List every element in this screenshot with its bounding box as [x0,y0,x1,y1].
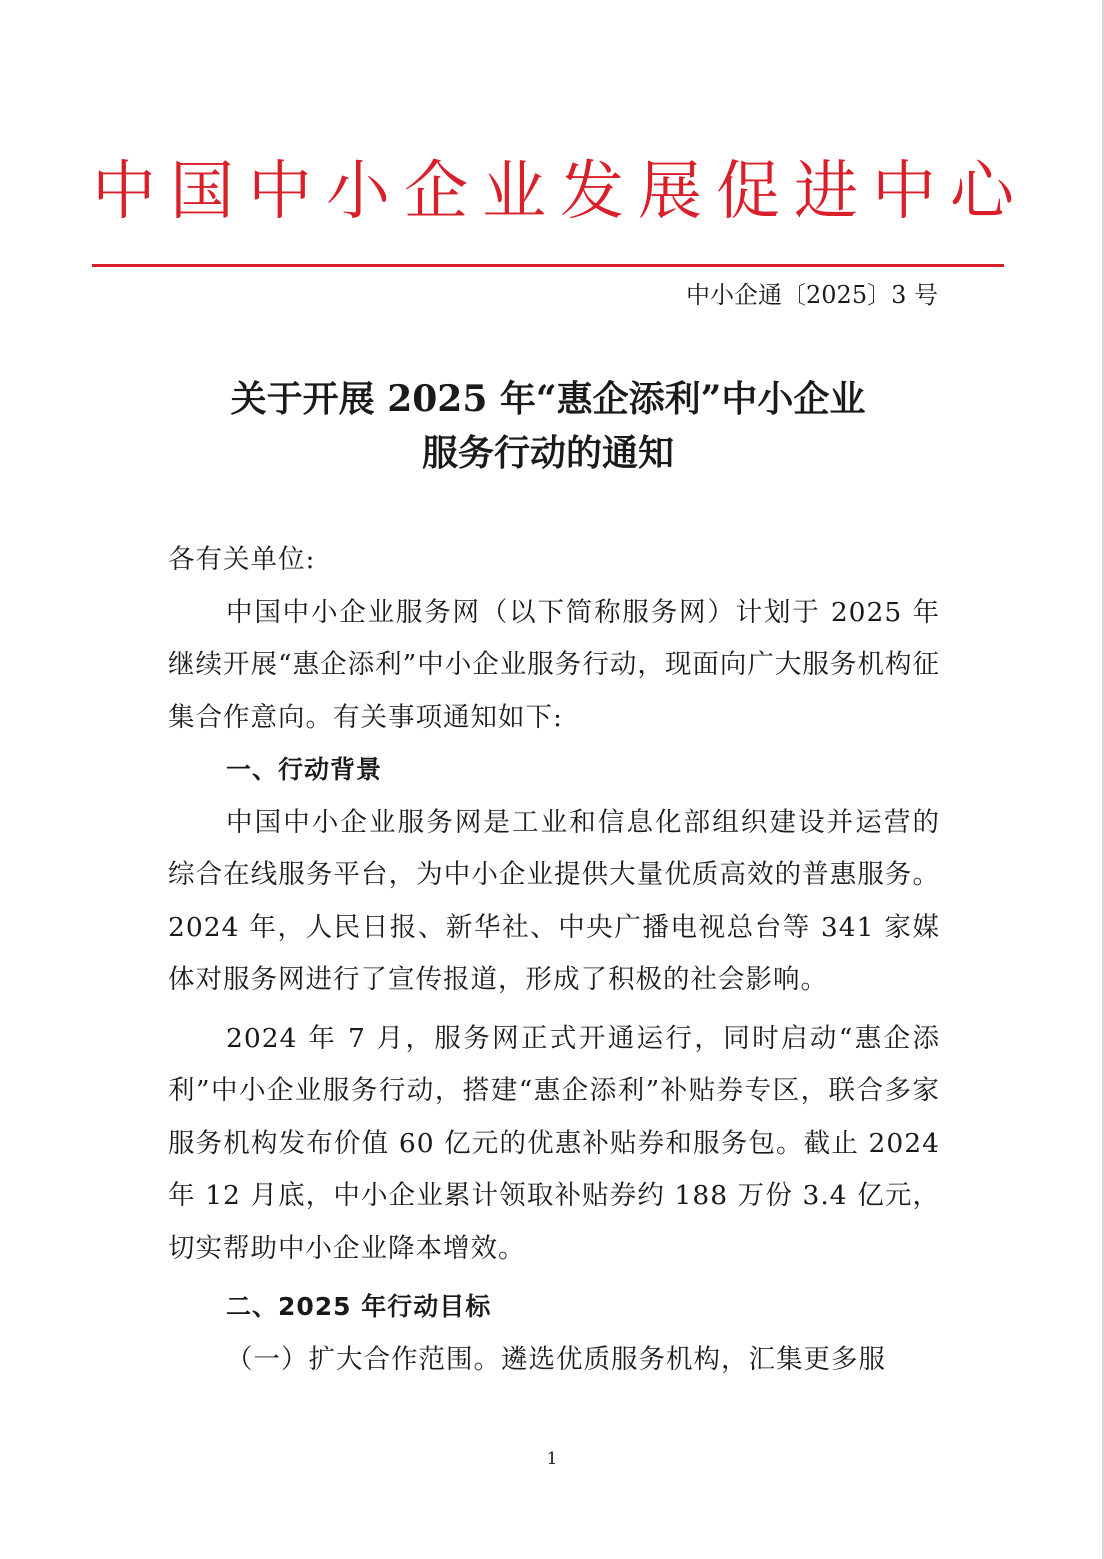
section-1-heading: 一、行动背景 [226,755,383,784]
masthead-organization-name: 中国中小企业发展促进中心 [92,155,1028,229]
section-1-paragraph-1: 中国中小企业服务网是工业和信息化部组织建设并运营的综合在线服务平台，为中小企业提供大量优质高效的普惠服务。2024 年，人民日报、新华社、中央广播电视总台等 341 家媒体对服务网进行了宣传报道，形成了积极的社会影响。 [168,806,940,995]
intro-paragraph: 中国中小企业服务网（以下简称服务网）计划于 2025 年继续开展“惠企添利”中小企业服务行动，现面向广大服务机构征集合作意向。有关事项通知如下: [168,596,940,733]
section-2-heading: 二、2025 年行动目标 [226,1292,492,1321]
document-body [168,534,940,1386]
salutation: 各有关单位: [168,544,316,575]
section-1-paragraph-2: 2024 年 7 月，服务网正式开通运行，同时启动“惠企添利”中小企业服务行动，搭建“惠企添利”补贴券专区，联合多家服务机构发布价值 60 亿元的优惠补贴券和服务包。截止 2024 年 12 月底，中小企业累计领取补贴券约 188 万份 3.4 亿元，切实帮助中小企业降本增效。 [168,1022,940,1264]
document-number: 中小企通〔2025〕3 号 [686,281,938,309]
section-2-item-1: （一）扩大合作范围。遴选优质服务机构，汇集更多服 [226,1343,886,1375]
masthead-red-rule [92,264,1004,267]
page-number: 1 [546,1449,558,1469]
document-title-line-1: 关于开展 2025 年“惠企添利”中小企业 [230,378,866,420]
document-title-line-2: 服务行动的通知 [421,432,674,474]
document-title [92,372,1004,480]
